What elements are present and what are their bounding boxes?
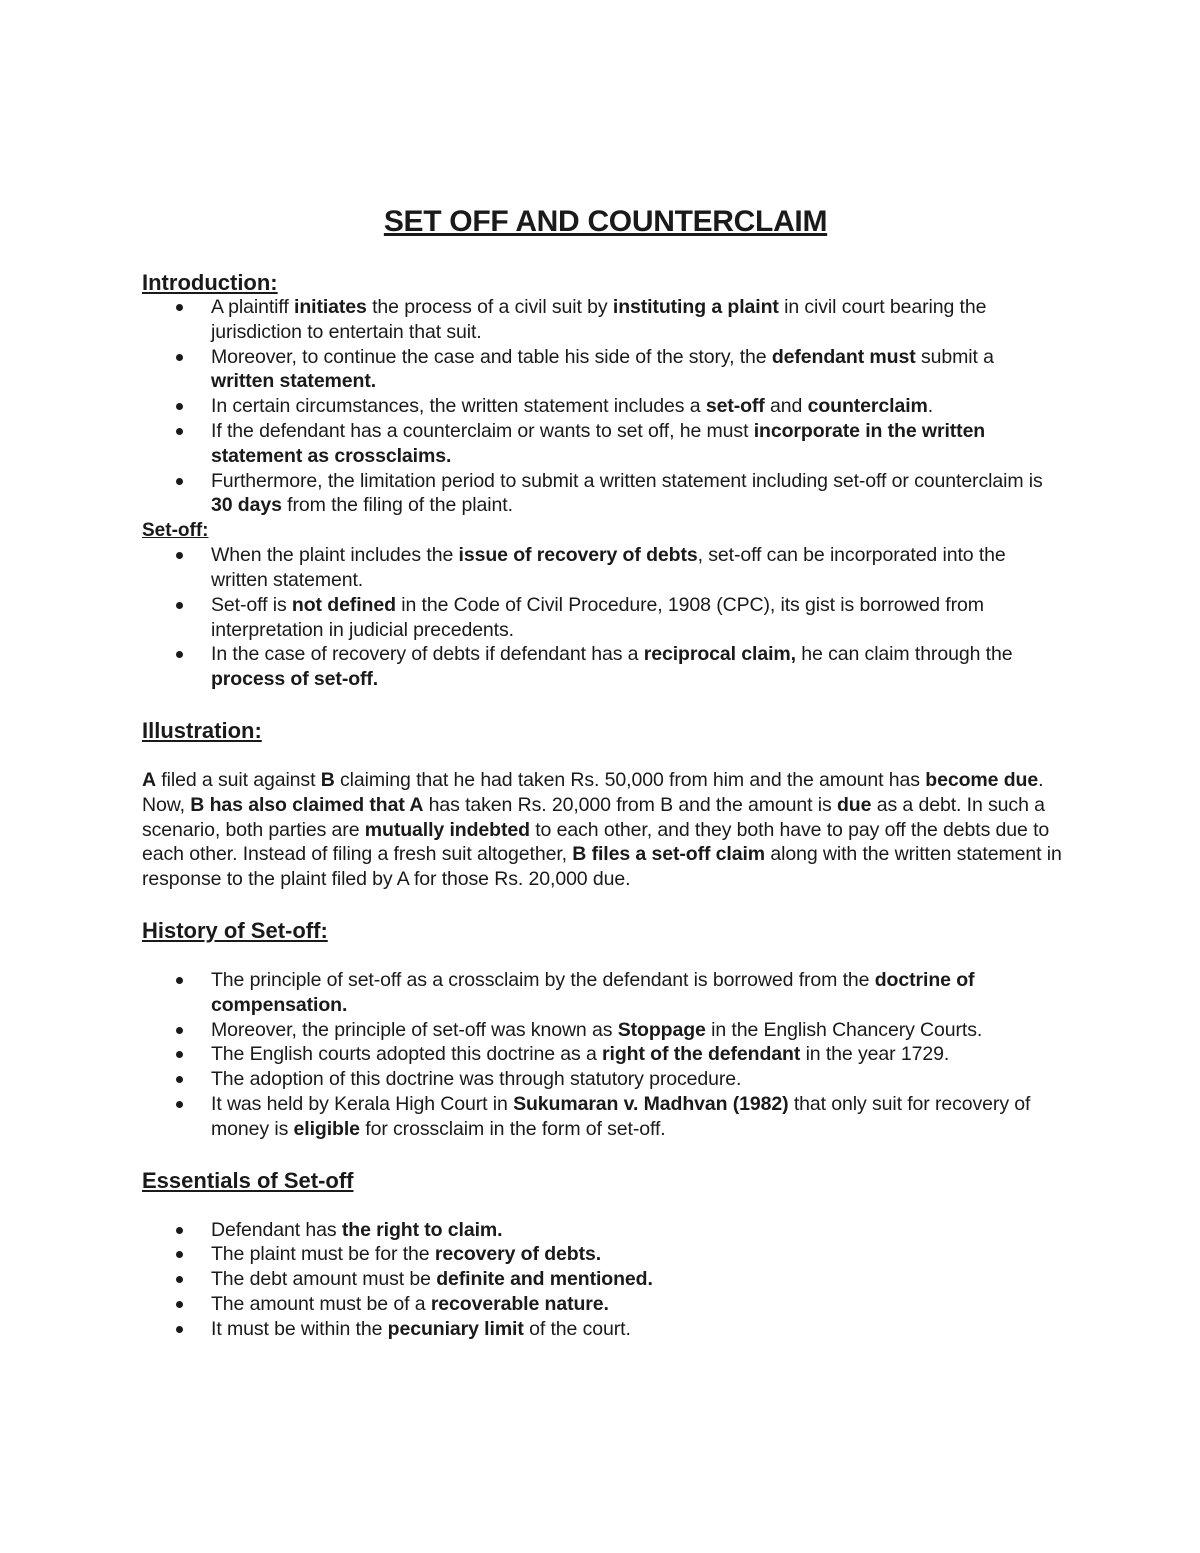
bold-text: initiates bbox=[294, 296, 367, 318]
bold-text: Stoppage bbox=[617, 1018, 706, 1041]
setoff-list bbox=[142, 543, 1062, 692]
bold-text: eligible bbox=[293, 1117, 360, 1140]
bold-text: reciprocal claim, bbox=[643, 643, 796, 666]
bold-text: not defined bbox=[291, 593, 396, 616]
list-item bbox=[142, 1042, 1062, 1067]
list-item bbox=[142, 295, 1062, 345]
history-list bbox=[142, 968, 1062, 1142]
text: has taken Rs. 20,000 from B and the amount is bbox=[423, 793, 837, 816]
text: . Now, bbox=[142, 768, 1044, 816]
section-heading-introduction: Introduction: bbox=[142, 270, 278, 295]
bold-text: written statement. bbox=[211, 370, 377, 393]
text: The amount must be of a bbox=[211, 1292, 431, 1315]
bold-text: A bbox=[142, 768, 156, 791]
text: in civil court bearing the jurisdiction to entertain that suit. bbox=[211, 296, 987, 343]
text: Furthermore, the limitation period to submit a written statement including set-off or counterclaim is bbox=[211, 469, 1043, 492]
text: The debt amount must be bbox=[211, 1268, 437, 1291]
bold-text: process of set-off. bbox=[211, 668, 379, 691]
list-item bbox=[142, 469, 1062, 519]
bold-text: pecuniary limit bbox=[387, 1317, 524, 1340]
bold-text: B has also claimed that A bbox=[190, 793, 424, 816]
text: Defendant has bbox=[211, 1218, 342, 1241]
text: It was held by Kerala High Court in bbox=[211, 1092, 514, 1115]
text: in the year 1729. bbox=[800, 1043, 950, 1066]
list-item bbox=[142, 1218, 1062, 1243]
text: . bbox=[927, 395, 934, 418]
bold-text: B files a set-off claim bbox=[572, 843, 766, 866]
text: When the plaint includes the bbox=[211, 544, 459, 567]
text: It must be within the bbox=[211, 1317, 388, 1340]
text: claiming that he had taken Rs. 50,000 from him and the amount has bbox=[334, 768, 926, 791]
section-heading-history: History of Set-off: bbox=[142, 917, 328, 943]
text: , set-off can be incorporated into the written statement. bbox=[211, 544, 1006, 591]
text: Set-off is bbox=[211, 593, 292, 616]
list-item bbox=[142, 1267, 1062, 1292]
document-title: SET OFF AND COUNTERCLAIM bbox=[383, 205, 828, 238]
text: and bbox=[764, 395, 808, 418]
bold-text: right of the defendant bbox=[602, 1043, 801, 1066]
text: of the court. bbox=[523, 1317, 631, 1340]
text: In the case of recovery of debts if defendant has a bbox=[211, 643, 644, 666]
text: The plaint must be for the bbox=[211, 1243, 435, 1266]
bold-text: B bbox=[320, 768, 335, 791]
list-item bbox=[142, 642, 1062, 692]
bold-text: set-off bbox=[705, 395, 765, 418]
bold-text: recovery of debts. bbox=[434, 1243, 602, 1266]
bold-text: defendant must bbox=[771, 345, 916, 368]
text: If the defendant has a counterclaim or wants to set off, he must bbox=[211, 419, 754, 442]
bold-text: 30 days bbox=[211, 494, 282, 517]
text: Moreover, the principle of set-off was known as bbox=[211, 1018, 618, 1041]
section-heading-illustration: Illustration: bbox=[142, 717, 262, 743]
section-heading-setoff: Set-off: bbox=[142, 520, 209, 542]
text: The adoption of this doctrine was through statutory procedure. bbox=[211, 1068, 742, 1091]
bold-text: mutually indebted bbox=[364, 818, 530, 841]
bold-text: due bbox=[837, 793, 872, 816]
text: from the filing of the plaint. bbox=[281, 494, 513, 517]
list-item bbox=[142, 1092, 1062, 1142]
bold-text: issue of recovery of debts bbox=[458, 544, 698, 567]
list-item bbox=[142, 345, 1062, 395]
text: along with the written statement in response to the plaint filed by A for those Rs. 20,000 due. bbox=[142, 843, 1062, 891]
list-item bbox=[142, 419, 1062, 469]
bold-text: Sukumaran v. Madhvan (1982) bbox=[513, 1092, 789, 1115]
text: The principle of set-off as a crossclaim by the defendant is borrowed from the bbox=[211, 968, 875, 991]
essentials-list bbox=[142, 1218, 1062, 1342]
text: in the Code of Civil Procedure, 1908 (CPC), its gist is borrowed from interpretation in judicial precedents. bbox=[211, 593, 984, 641]
bold-text: the right to claim. bbox=[341, 1218, 503, 1241]
text: for crossclaim in the form of set-off. bbox=[359, 1117, 666, 1140]
document-page bbox=[142, 200, 1062, 1342]
section-heading-essentials: Essentials of Set-off bbox=[142, 1167, 354, 1193]
list-item bbox=[142, 394, 1062, 419]
bold-text: incorporate in the written statement as crossclaims. bbox=[211, 419, 986, 467]
text: to each other, and they both have to pay off the debts due to each other. Instead of filing a fresh suit altogether, bbox=[142, 818, 1050, 866]
list-item bbox=[142, 1067, 1062, 1092]
text: the process of a civil suit by bbox=[366, 296, 613, 318]
list-item bbox=[142, 1018, 1062, 1043]
list-item bbox=[142, 1242, 1062, 1267]
list-item bbox=[142, 543, 1062, 593]
introduction-list bbox=[142, 295, 1062, 518]
bold-text: instituting a plaint bbox=[612, 296, 779, 318]
list-item bbox=[142, 593, 1062, 643]
text: in the English Chancery Courts. bbox=[705, 1018, 983, 1041]
text: that only suit for recovery of money is bbox=[211, 1092, 1031, 1140]
text: A plaintiff bbox=[211, 296, 294, 318]
list-item bbox=[142, 1317, 1062, 1342]
list-item bbox=[142, 968, 1062, 1018]
list-item bbox=[142, 1292, 1062, 1317]
bold-text: definite and mentioned. bbox=[436, 1268, 653, 1291]
text: The English courts adopted this doctrine as a bbox=[211, 1043, 603, 1066]
bold-text: become due bbox=[925, 768, 1039, 791]
text: Moreover, to continue the case and table his side of the story, the bbox=[211, 345, 772, 368]
text: In certain circumstances, the written statement includes a bbox=[211, 395, 706, 418]
illustration-paragraph bbox=[142, 768, 1062, 892]
text: filed a suit against bbox=[155, 768, 321, 791]
text: he can claim through the bbox=[795, 643, 1013, 666]
text: as a debt. In such a scenario, both parties are bbox=[142, 793, 1045, 841]
bold-text: doctrine of compensation. bbox=[211, 968, 975, 1016]
text: submit a bbox=[915, 345, 994, 368]
bold-text: recoverable nature. bbox=[430, 1292, 609, 1315]
bold-text: counterclaim bbox=[807, 395, 928, 418]
